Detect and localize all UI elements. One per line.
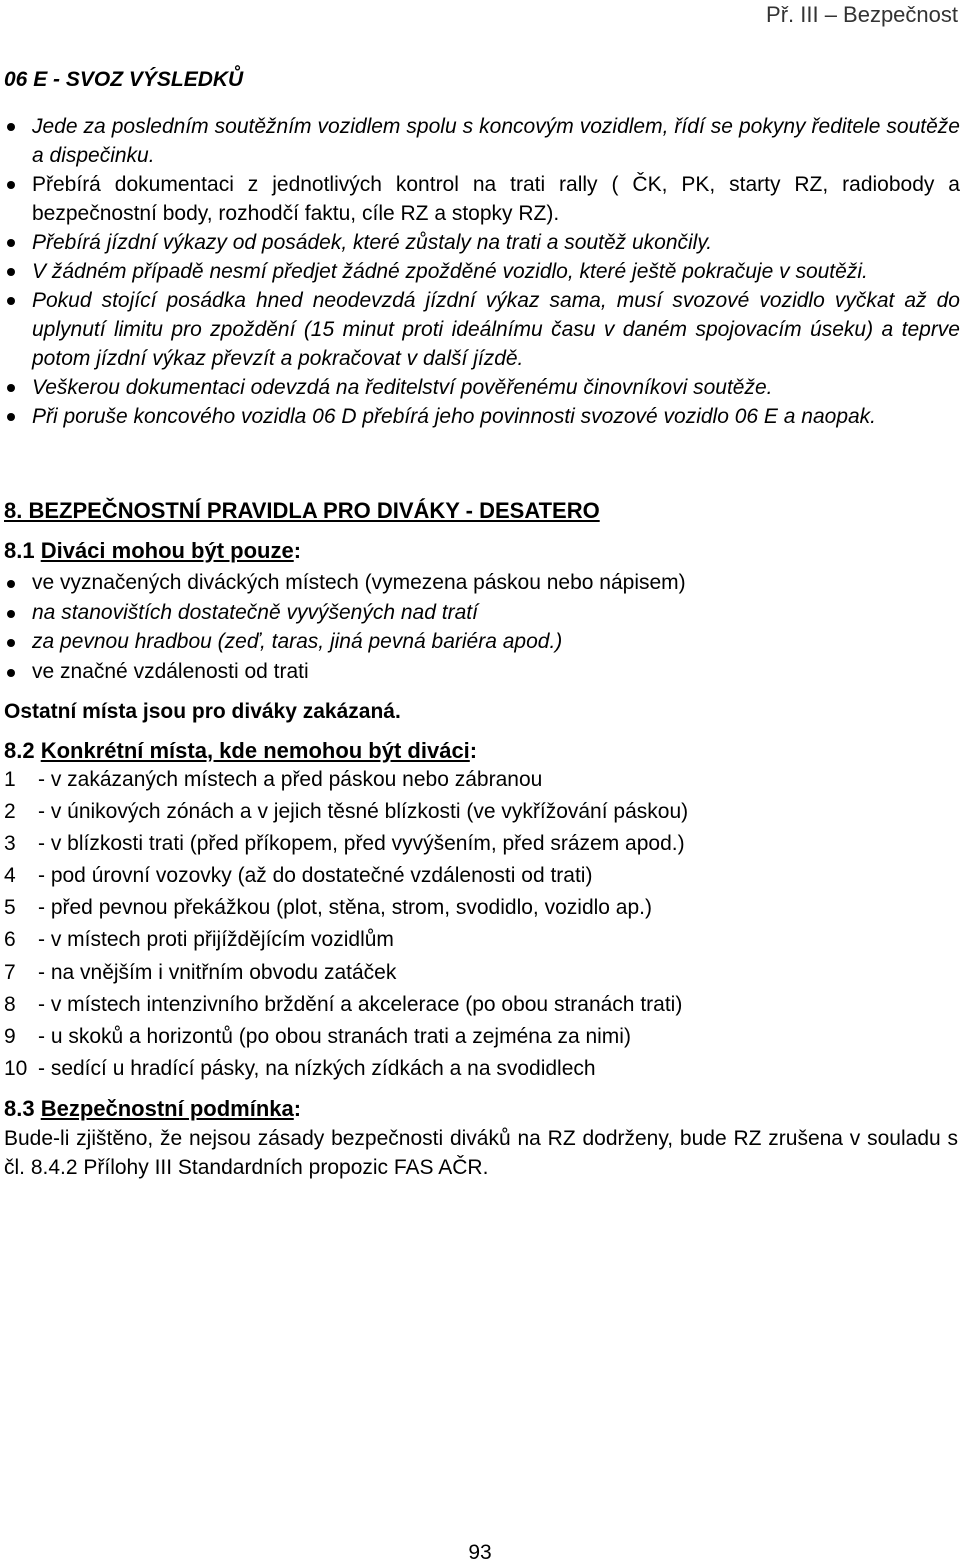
item-number: 7 [4,960,16,984]
item-number: 9 [4,1024,16,1048]
subsection-number: 8.2 [4,738,41,763]
safety-condition-text: Bude-li zjištěno, že nejsou zásady bezpečnosti diváků na RZ dodrženy, bude RZ zrušena v souladu s čl. 8.4.2 Přílohy III Standardních propozic FAS AČR. [4,1127,958,1179]
list-item [4,828,954,860]
list-item [4,796,954,828]
page-header: Př. III – Bezpečnost [766,2,958,27]
section-title-06e: 06 E - SVOZ VÝSLEDKŮ [4,68,244,91]
list-item: na stanovištích dostatečně vyvýšených nad tratí [0,598,960,628]
list-item [4,764,954,796]
item-number: 5 [4,896,16,920]
item-text: - sedící u hradící pásky, na nízkých zídkách a na svodidlech [38,1056,596,1080]
list-item [4,989,954,1021]
list-item [4,892,954,924]
item-number: 8 [4,992,16,1016]
item-number: 10 [4,1056,28,1080]
subsection-number: 8.3 [4,1096,41,1121]
item-text: - v zakázaných místech a před páskou nebo zábranou [38,768,543,791]
list-item: ve značné vzdálenosti od trati [0,657,960,687]
list-item [4,1021,954,1053]
svoz-vysledku-list [0,112,960,431]
item-text: - u skoků a horizontů (po obou stranách trati a zejména za nimi) [38,1024,631,1048]
subsection-heading-8-2 [4,738,477,764]
list-item: Jede za posledním soutěžním vozidlem spolu s koncovým vozidlem, řídí se pokyny ředitele soutěže a dispečinku. [0,112,960,170]
subsection-number: 8.1 [4,538,41,563]
allowed-places-list [0,568,960,686]
list-item: Veškerou dokumentaci odevzdá na ředitelství pověřenému činovníkovi soutěže. [0,373,960,402]
list-item: V žádném případě nesmí předjet žádné zpožděné vozidlo, které ještě pokračuje v soutěži. [0,257,960,286]
item-number: 4 [4,864,16,888]
list-item: Přebírá jízdní výkazy od posádek, které zůstaly na trati a soutěž ukončily. [0,228,960,257]
item-number: 1 [4,768,16,791]
list-item: Pokud stojící posádka hned neodevzdá jízdní výkaz sama, musí svozové vozidlo vyčkat až do uplynutí limitu pro zpoždění (15 minut proti ideálnímu času v daném spojovacím úseku) a teprve potom jízdní výkaz převzít a pokračovat v další jízdě. [0,286,960,373]
item-text: - před pevnou překážkou (plot, stěna, strom, svodidlo, vozidlo ap.) [38,896,652,920]
page-number: 93 [468,1541,492,1564]
subsection-title: Konkrétní místa, kde nemohou být diváci [40,738,470,763]
subsection-heading-8-1 [4,538,301,564]
item-text: - na vnějším i vnitřním obvodu zatáček [38,960,397,984]
item-number: 6 [4,928,16,952]
subsection-colon: : [293,1096,302,1121]
list-item [4,1053,954,1085]
list-item: Při poruše koncového vozidla 06 D přebírá jeho povinnosti svozové vozidlo 06 E a naopak. [0,402,960,431]
list-item [4,860,954,892]
subsection-title: Diváci mohou být pouze [40,538,294,563]
list-item: ve vyznačených diváckých místech (vymezena páskou nebo nápisem) [0,568,960,598]
list-item [4,924,954,956]
item-text: - v místech intenzivního brždění a akcelerace (po obou stranách trati) [38,992,683,1016]
item-text: - v blízkosti trati (před příkopem, před vyvýšením, před srázem apod.) [38,832,685,856]
item-text: - v únikových zónách a v jejich těsné blízkosti (ve vykřížování páskou) [38,800,689,824]
item-text: - v místech proti přijíždějícím vozidlům [38,928,394,952]
subsection-title: Bezpečnostní podmínka [40,1096,294,1121]
item-text: - pod úrovní vozovky (až do dostatečné vzdálenosti od trati) [38,864,593,888]
section-title-8: 8. BEZPEČNOSTNÍ PRAVIDLA PRO DIVÁKY - DESATERO [4,498,600,523]
subsection-heading-8-3 [4,1096,301,1122]
forbidden-note: Ostatní místa jsou pro diváky zakázaná. [4,700,401,723]
forbidden-places-list [4,764,954,1085]
list-item [4,957,954,989]
item-number: 3 [4,832,16,856]
subsection-colon: : [293,538,302,563]
list-item: Přebírá dokumentaci z jednotlivých kontrol na trati rally ( ČK, PK, starty RZ, radiobody a bezpečnostní body, rozhodčí faktu, cíle RZ a stopky RZ). [0,170,960,228]
subsection-colon: : [469,738,478,763]
item-number: 2 [4,800,16,824]
list-item: za pevnou hradbou (zeď, taras, jiná pevná bariéra apod.) [0,627,960,657]
